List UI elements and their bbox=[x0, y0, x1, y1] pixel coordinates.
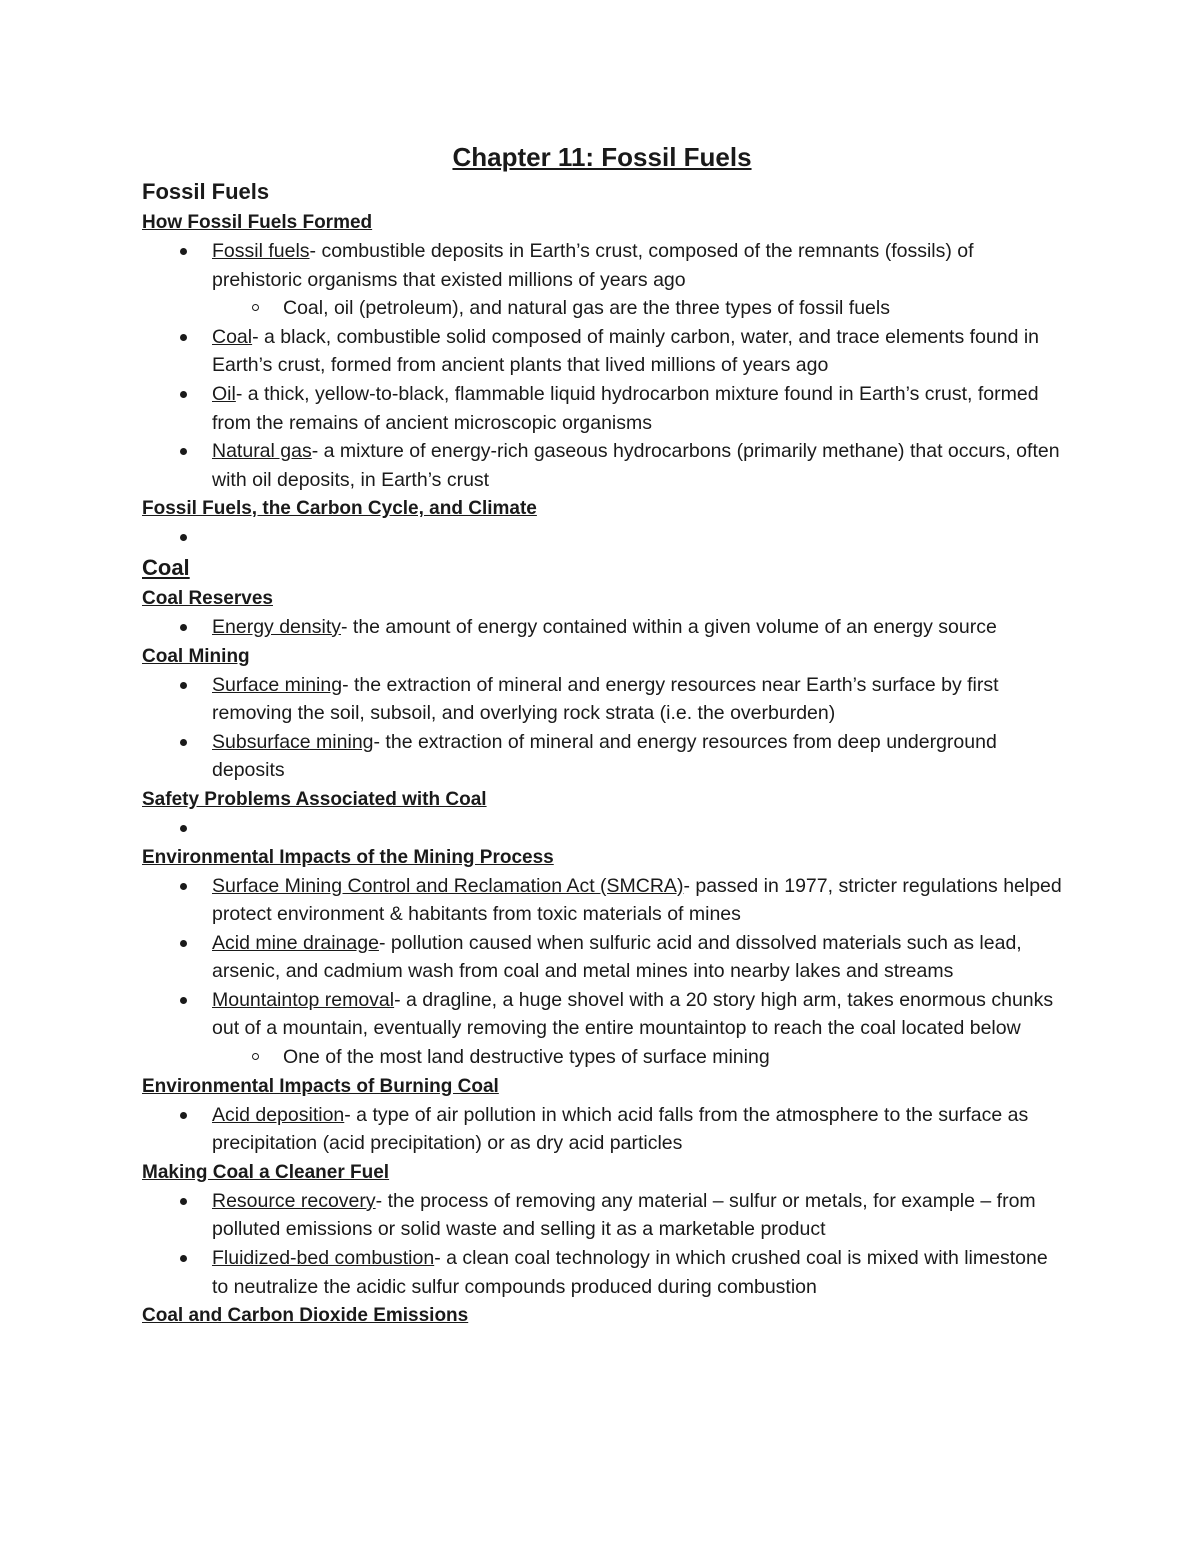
sub-list-item bbox=[212, 1043, 1062, 1072]
list-carbon-cycle bbox=[142, 523, 1062, 552]
sub-list bbox=[212, 1043, 1062, 1072]
sub-list bbox=[212, 294, 1062, 323]
definition: - the amount of energy contained within a given volume of an energy source bbox=[341, 615, 997, 638]
document-page bbox=[142, 138, 1062, 1330]
bullet-icon bbox=[180, 391, 187, 398]
term: Mountaintop removal bbox=[212, 988, 395, 1011]
term: Energy density bbox=[212, 615, 341, 638]
list-item bbox=[142, 437, 1062, 494]
list-item bbox=[142, 1244, 1062, 1301]
definition: - the process of removing any material – sulfur or metals, for example – from polluted emissions or solid waste and selling it as a marketable product bbox=[212, 1189, 1036, 1241]
section-heading-fossil-fuels: Fossil Fuels bbox=[142, 179, 270, 204]
subheading-coal-reserves: Coal Reserves bbox=[142, 587, 273, 609]
list-item bbox=[142, 671, 1062, 728]
list-coal-reserves bbox=[142, 613, 1062, 642]
term: Subsurface mining bbox=[212, 730, 374, 753]
subheading-carbon-cycle: Fossil Fuels, the Carbon Cycle, and Climate bbox=[142, 498, 537, 520]
subheading-env-mining: Environmental Impacts of the Mining Process bbox=[142, 846, 554, 868]
subheading-env-burning: Environmental Impacts of Burning Coal bbox=[142, 1075, 499, 1097]
definition: - a dragline, a huge shovel with a 20 story high arm, takes enormous chunks out of a mountain, eventually removing the entire mountaintop to reach the coal located below bbox=[212, 988, 1054, 1040]
subheading-cleaner-fuel: Making Coal a Cleaner Fuel bbox=[142, 1161, 390, 1183]
subheading-how-formed: How Fossil Fuels Formed bbox=[142, 212, 373, 233]
definition: - the extraction of mineral and energy resources from deep underground deposits bbox=[212, 730, 997, 782]
definition: - a black, combustible solid composed of mainly carbon, water, and trace elements found in Earth’s crust, formed from ancient plants that lived millions of years ago bbox=[212, 325, 1040, 377]
subheading-safety: Safety Problems Associated with Coal bbox=[142, 788, 487, 810]
list-item bbox=[142, 728, 1062, 785]
definition: - a clean coal technology in which crushed coal is mixed with limestone to neutralize the acidic sulfur compounds produced during combustion bbox=[212, 1247, 1048, 1298]
bullet-icon bbox=[180, 448, 187, 455]
bullet-icon bbox=[180, 825, 187, 832]
list-item bbox=[142, 929, 1062, 986]
empty-list-item bbox=[142, 814, 1062, 843]
bullet-icon bbox=[180, 682, 187, 689]
term: Fossil fuels bbox=[212, 240, 310, 262]
sub-item-text: Coal, oil (petroleum), and natural gas are the three types of fossil fuels bbox=[283, 297, 890, 320]
definition: - a thick, yellow-to-black, flammable liquid hydrocarbon mixture found in Earth’s crust, formed from the remains of ancient microscopic organisms bbox=[212, 382, 1039, 434]
bullet-icon bbox=[180, 739, 187, 746]
bullet-icon bbox=[180, 624, 187, 631]
term: Acid deposition bbox=[212, 1103, 345, 1126]
list-env-mining bbox=[142, 872, 1062, 1072]
definition: - passed in 1977, stricter regulations helped protect environment & habitants from toxic materials of mines bbox=[212, 874, 1062, 926]
bullet-icon bbox=[180, 1112, 187, 1119]
term: Coal bbox=[212, 325, 253, 348]
subheading-co2-emissions: Coal and Carbon Dioxide Emissions bbox=[142, 1305, 469, 1327]
term: Surface mining bbox=[212, 673, 343, 696]
hollow-bullet-icon bbox=[252, 304, 259, 311]
term: Natural gas bbox=[212, 440, 312, 463]
term: Oil bbox=[212, 382, 236, 405]
sub-item-text: One of the most land destructive types of surface mining bbox=[283, 1046, 770, 1069]
bullet-icon bbox=[180, 997, 187, 1004]
definition: - a mixture of energy-rich gaseous hydrocarbons (primarily methane) that occurs, often with oil deposits, in Earth’s crust bbox=[212, 440, 1060, 491]
list-item bbox=[142, 1187, 1062, 1244]
list-env-burning bbox=[142, 1101, 1062, 1158]
definition: - pollution caused when sulfuric acid and dissolved materials such as lead, arsenic, and cadmium wash from coal and metal mines into nearby lakes and streams bbox=[212, 931, 1022, 983]
list-item bbox=[142, 323, 1062, 380]
bullet-icon bbox=[180, 1198, 187, 1205]
subheading-coal-mining: Coal Mining bbox=[142, 645, 250, 667]
section-heading-coal: Coal bbox=[142, 554, 190, 580]
term: Surface Mining Control and Reclamation Act (SMCRA) bbox=[212, 874, 684, 897]
term: Resource recovery bbox=[212, 1189, 376, 1212]
empty-list-item bbox=[142, 523, 1062, 552]
definition: - a type of air pollution in which acid falls from the atmosphere to the surface as precipitation (acid precipitation) or as dry acid particles bbox=[212, 1103, 1029, 1155]
list-how-formed bbox=[142, 237, 1062, 494]
term: Acid mine drainage bbox=[212, 931, 379, 954]
list-item bbox=[142, 613, 1062, 642]
bullet-icon bbox=[180, 534, 187, 541]
list-cleaner-fuel bbox=[142, 1187, 1062, 1301]
sub-list-item bbox=[212, 294, 1062, 323]
definition: - combustible deposits in Earth’s crust, composed of the remnants (fossils) of prehistoric organisms that existed millions of years ago bbox=[212, 240, 974, 291]
list-item bbox=[142, 237, 1062, 323]
term: Fluidized-bed combustion bbox=[212, 1247, 435, 1270]
bullet-icon bbox=[180, 248, 187, 255]
list-coal-mining bbox=[142, 671, 1062, 785]
list-item bbox=[142, 872, 1062, 929]
list-item bbox=[142, 986, 1062, 1072]
bullet-icon bbox=[180, 1255, 187, 1262]
list-item bbox=[142, 380, 1062, 437]
document-title: Chapter 11: Fossil Fuels bbox=[452, 142, 752, 172]
hollow-bullet-icon bbox=[252, 1053, 259, 1060]
bullet-icon bbox=[180, 940, 187, 947]
list-safety bbox=[142, 814, 1062, 843]
list-item bbox=[142, 1101, 1062, 1158]
definition: - the extraction of mineral and energy resources near Earth’s surface by first removing the soil, subsoil, and overlying rock strata (i.e. the overburden) bbox=[212, 673, 999, 725]
bullet-icon bbox=[180, 883, 187, 890]
bullet-icon bbox=[180, 334, 187, 341]
